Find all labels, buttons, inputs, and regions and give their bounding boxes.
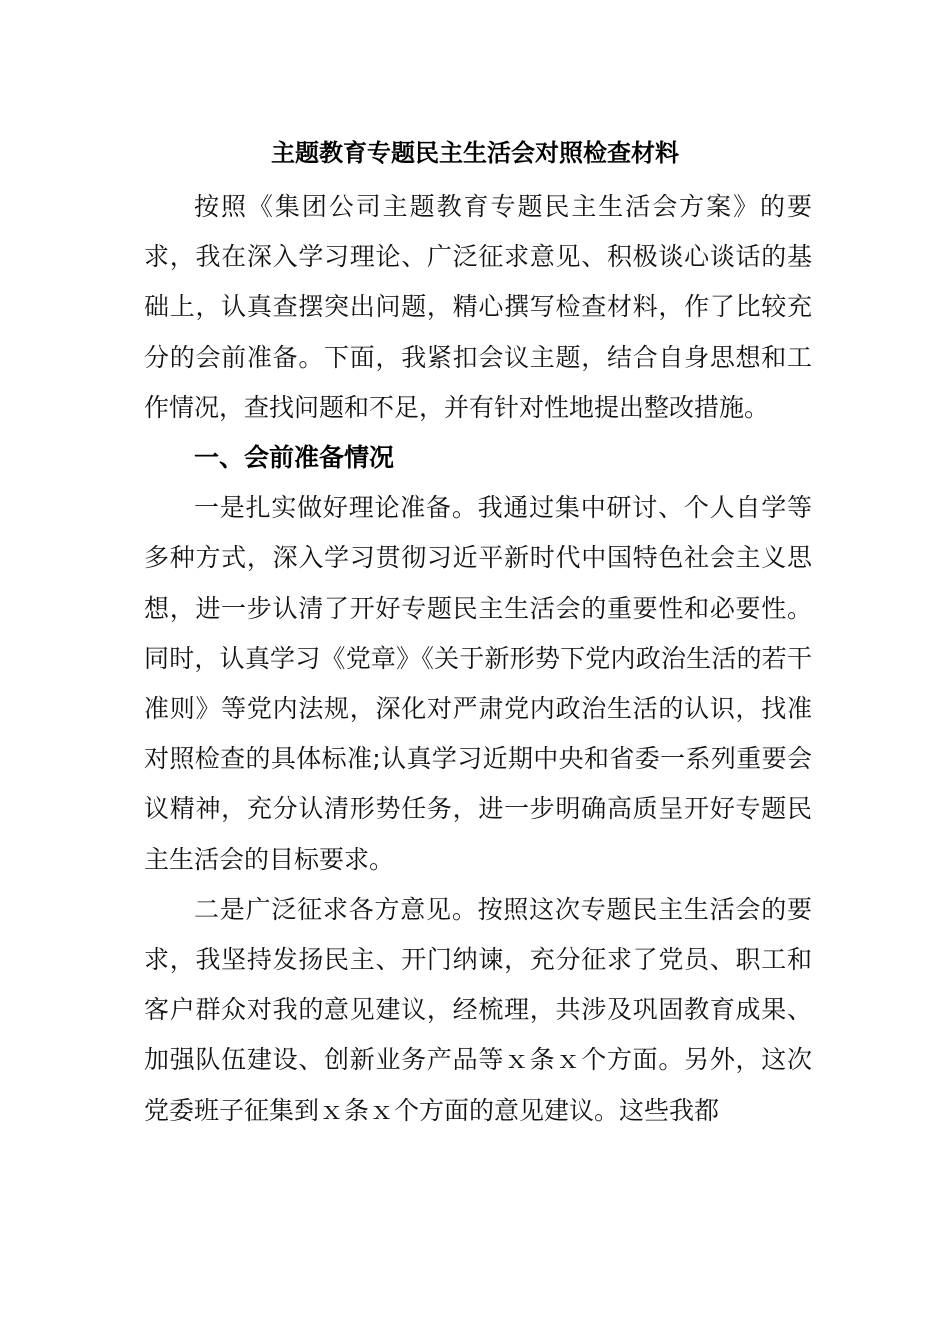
section-heading: 一、会前准备情况 [194, 443, 395, 473]
document-title: 主题教育专题民主生活会对照检查材料 [271, 139, 679, 167]
document-body [144, 182, 812, 1136]
opinion-collection-paragraph: 二是广泛征求各方意见。按照这次专题民主生活会的要求，我坚持发扬民主、开门纳谏，充分征求了党员、职工和客户群众对我的意见建议，经梳理，共涉及巩固教育成果、加强队伍建设、创新业务产品等ｘ条ｘ个方面。另外，这次党委班子征集到ｘ条ｘ个方面的意见建议。这些我都 [144, 894, 812, 1125]
theory-preparation-paragraph: 一是扎实做好理论准备。我通过集中研讨、个人自学等多种方式，深入学习贯彻习近平新时代中国特色社会主义思想，进一步认清了开好专题民主生活会的重要性和必要性。同时，认真学习《党章》《关于新形势下党内政治生活的若干准则》等党内法规，深化对严肃党内政治生活的认识，找准对照检查的具体标准;认真学习近期中央和省委一系列重要会议精神，充分认清形势任务，进一步明确高质呈开好专题民主生活会的目标要求。 [144, 493, 812, 874]
intro-paragraph: 按照《集团公司主题教育专题民主生活会方案》的要求，我在深入学习理论、广泛征求意见、积极谈心谈话的基础上，认真查摆突出问题，精心撰写检查材料，作了比较充分的会前准备。下面，我紧扣会议主题，结合自身思想和工作情况，查找问题和不足，并有针对性地提出整改措施。 [144, 192, 812, 422]
